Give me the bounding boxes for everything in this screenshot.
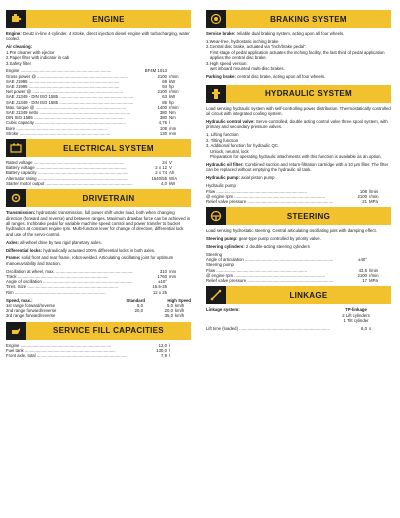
hydraulic-specs — [206, 189, 391, 205]
oil-filter-text: Hydraulic oil filter: Combined suction and return-filtration cartridge with a 10 µm filter. The filter can be replaced without emptying the hydraulic oil tank. — [206, 161, 389, 173]
engine-icon — [6, 10, 26, 28]
spec-row: Engine ..... 12,0 l — [6, 343, 191, 348]
spec-row: SAE J1349 netto ..... 380 Nm — [6, 110, 191, 115]
service-specs — [6, 343, 191, 359]
spec-row: Net power @ ..... 2100 r/min — [6, 89, 191, 94]
linkage-system: Linkage system: TP-linkage 2 Lift cylinders 1 Tilt cylinder — [206, 307, 370, 323]
steering-wheel-icon — [206, 207, 226, 225]
spec-row: Relief valve pressure ..... 21 MPa — [206, 199, 391, 204]
diff-text: Differential locks: hydraulically actuated 100% differential locks in both axles. — [6, 247, 156, 253]
spec-row: Fuel tank ..... 130,0 l — [6, 348, 191, 353]
hydraulic-intro: Load sensing hydraulic system with self-controlling power distribution. Thermostatically controlled oil circuit with integrated cooling system. — [206, 105, 391, 117]
spec-row: Tires: Size ..... 15.5-25 — [6, 284, 191, 289]
spec-row: Flow ..... 43,5 l/min — [206, 268, 391, 273]
spec-row: SAE J1349 - DIN ISO 1585 ..... 86 hp — [6, 100, 191, 105]
braking-title: BRAKING SYSTEM — [270, 14, 347, 24]
brake-icon — [206, 10, 226, 28]
spec-row: Front axle, total ..... 7,9 l — [6, 353, 191, 358]
spec-row: Starter motor output ..... 4,0 kW — [6, 181, 191, 186]
spec-row: DIN ISO 1585 ..... 380 Nm — [6, 115, 191, 120]
parking-brake-text: Parking brake: central disc brake, acting upon all four wheels. — [206, 73, 326, 79]
steering-intro: Load sensing hydrostatic steering. Central articulating-oscillating joint with damping effect. — [206, 228, 377, 234]
linkage-icon — [206, 286, 226, 304]
drivetrain-specs — [6, 269, 191, 295]
speed-row: 1st range forward/reverse 5,0 5,0 km/h — [6, 302, 185, 308]
spec-row: Gross power @ ..... 2100 r/min — [6, 74, 191, 79]
transmission-text: Transmission: hydrostatic transmission, full power shift under load, both when changing direction (forward and reverse) and between ranges. Maximum drawbar force can be achieved in all ranges. Inchbrake pedal for variable machine speed control and power transfer to bucket hydraulics at constant engine rpm. Multi-function lever for change of direction, differential lock and use of the servo-control. — [6, 210, 191, 237]
spec-row: Lift time (loaded) ..... 6,0 s — [206, 326, 391, 331]
control-valve-text: Hydraulic control valve: Servo-controlled, double acting control valve three spool system, with primary and secondary pressure valves. — [206, 119, 388, 130]
spec-row: Max. torque @ ..... 1400 r/min — [6, 105, 191, 110]
service-brake-text: Service brake: reliable dual braking system, acting upon all four wheels. — [206, 31, 345, 36]
engine-specs — [6, 68, 191, 136]
spec-row: SAE J1995 ..... 94 hp — [6, 84, 191, 89]
hydraulic-title: HYDRAULIC SYSTEM — [264, 89, 353, 99]
service-title: SERVICE FILL CAPACITIES — [53, 326, 164, 336]
frame-text: Frame: solid front and rear frame, robot-welded. Articulating oscillating joint for optimum manoeuvrability and traction. — [6, 255, 174, 266]
electrical-specs — [6, 160, 191, 186]
electrical-title: ELECTRICAL SYSTEM — [63, 143, 154, 153]
steering-title: STEERING — [286, 211, 331, 221]
pump-text: Hydraulic pump: axial piston pump — [206, 175, 275, 181]
spec-row: Stroke ..... 130 mm — [6, 131, 191, 136]
drivetrain-header — [6, 189, 191, 207]
spec-row: Rated voltage ..... 24 V — [6, 160, 191, 165]
spec-row: SAE J1995 ..... 69 kW — [6, 79, 191, 84]
steering-pump-head: Steering pump — [206, 262, 234, 268]
spec-row: Oscillation at wheel, max. ..... 310 mm — [6, 269, 191, 274]
spec-row: SAE J1349 - DIN ISO 1585 ..... 63 kW — [6, 94, 191, 99]
air-cleaning: Air cleaning: 1.Pre cleaner with ejector 2.Paper filter with indicator in cab 3.Safety filter — [6, 44, 70, 66]
spec-row: Relief valve pressure ..... 17 MPa — [206, 278, 391, 283]
linkage-title: LINKAGE — [289, 290, 328, 300]
oil-can-icon — [6, 322, 26, 340]
right-column — [206, 10, 391, 331]
left-column — [6, 10, 191, 358]
spec-row: Rim ..... 12 x 25 — [6, 290, 191, 295]
spec-row: @ engine rpm ..... 2100 r/min — [206, 273, 391, 278]
axles-text: Axles: all-wheel drive by two rigid planetary axles. — [6, 239, 102, 245]
engine-intro: Engine: Deutz in-line 4-cylinder, 4 stroke, direct injection diesel engine with turbocharging, water cooled. — [6, 31, 190, 42]
spec-row: Alternator rating ..... 1540/55 W/A — [6, 176, 191, 181]
electrical-header — [6, 139, 191, 157]
braking-header — [206, 10, 391, 28]
steering-pump-text: Steering pump: gear-type pump controlled by priority valve. — [206, 236, 321, 242]
spec-row: Flow ..... 108 l/min — [206, 189, 391, 194]
speed-row: 3rd range forward/reverse 35,0 km/h — [6, 313, 185, 319]
drivetrain-title: DRIVETRAIN — [82, 193, 135, 203]
spec-row: Battery voltage ..... 2 x 12 V — [6, 165, 191, 170]
gear-icon — [6, 189, 26, 207]
hydraulic-icon — [206, 85, 226, 103]
spec-row: Angle of articulation ..... ±40° — [206, 257, 391, 262]
steering-head: Steering — [206, 251, 223, 257]
steering-cyl-text: Steering cylinders: 2 double-acting steering cylinders — [206, 243, 310, 249]
steering-specs — [206, 268, 391, 284]
spec-row: Battery capacity ..... 2 x 74 Ah — [6, 170, 191, 175]
battery-icon — [6, 139, 26, 157]
spec-row: Angle of oscillation ..... ±10° — [6, 279, 191, 284]
spec-row: Engine ..... BF4M 1013 — [6, 68, 191, 73]
service-header — [6, 322, 191, 340]
spec-row: Track ..... 1760 mm — [6, 274, 191, 279]
linkage-header — [206, 286, 391, 304]
spec-row: Cubic capacity ..... 4,76 l — [6, 120, 191, 125]
pump-head: Hydraulic pump — [206, 183, 236, 189]
hydraulic-header — [206, 85, 391, 103]
spec-row: @ engine rpm ..... 2100 r/min — [206, 194, 391, 199]
speed-row: 2nd range forward/reverse 20,0 20,0 km/h — [6, 308, 185, 314]
spec-row: Bore ..... 108 mm — [6, 126, 191, 131]
brake-items: 1.Wear-free, hydrostatic inching brake 2.Central disc brake, actuated via "inch/brake pedal". First stage of pedal application actuates the inching facility, the last third of pedal application applies the central disc brake. 3.High speed version: wet inboard mounted multi-disc brakes. — [206, 38, 385, 71]
hydraulic-functions: 1. Lifting function 2. Tilting function 3. Additional function for hydraulic QC Unlock, neutral, lock Preparation for operating hydraulic attachments with this function is available as an option. — [206, 132, 382, 159]
engine-title: ENGINE — [92, 14, 125, 24]
steering-header — [206, 207, 391, 225]
speed-header: Speed, max.: Standard High Speed — [6, 297, 191, 303]
engine-header — [6, 10, 191, 28]
